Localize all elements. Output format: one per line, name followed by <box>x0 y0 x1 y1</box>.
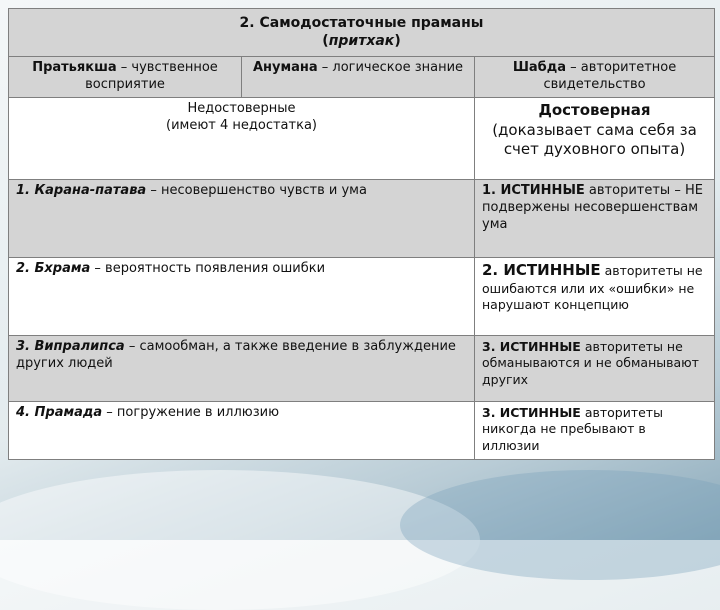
defect-desc: – вероятность появления ошибки <box>90 261 326 277</box>
table-row <box>9 180 715 258</box>
table-title <box>9 9 715 57</box>
defect-name: 1. Карана-патава <box>16 183 147 199</box>
unreliable-cell <box>9 98 475 180</box>
defect-desc: – погружение в иллюзию <box>102 405 280 421</box>
title-subline <box>16 32 707 50</box>
title-line: 2. Самодостаточные праманы <box>239 15 484 31</box>
table-row <box>9 336 715 402</box>
pramana-types-row <box>9 57 715 98</box>
title-italic: притхак <box>328 33 395 50</box>
reliable-heading: Достоверная <box>538 101 651 120</box>
defect-desc: – самообман, а также введение в заблуждение других людей <box>16 339 456 372</box>
defect-cell <box>9 180 475 258</box>
pramana-name: Пратьякша <box>32 60 117 76</box>
pramana-cell-shabda <box>475 57 715 98</box>
pramana-cell-pratyaksha <box>9 57 242 98</box>
pramana-desc: – авторитетное свидетельство <box>543 60 677 93</box>
title-paren-close: ) <box>394 33 401 50</box>
defect-name: 3. Випралипса <box>16 339 125 355</box>
pramanas-table <box>8 8 715 460</box>
defect-cell <box>9 258 475 336</box>
defect-cell <box>9 402 475 460</box>
title-paren-open: ( <box>322 33 329 50</box>
defect-name: 4. Прамада <box>16 405 103 421</box>
defect-cell <box>9 336 475 402</box>
quality-bold: 3. ИСТИННЫЕ <box>482 405 581 421</box>
defect-name: 2. Бхрама <box>16 261 91 277</box>
defect-desc: – несовершенство чувств и ума <box>146 183 367 199</box>
unreliable-heading: Недостоверные <box>187 101 296 117</box>
pramana-cell-anumana <box>242 57 475 98</box>
pramana-desc: – логическое знание <box>317 60 464 76</box>
unreliable-note: (имеют 4 недостатка) <box>166 118 317 134</box>
quality-bold: 2. ИСТИННЫЕ <box>482 261 601 280</box>
pramana-name: Анумана <box>252 60 318 76</box>
reliable-cell <box>475 98 715 180</box>
quality-bold: 3. ИСТИННЫЕ <box>482 339 581 355</box>
quality-cell <box>475 336 715 402</box>
title-row <box>9 9 715 57</box>
quality-cell <box>475 180 715 258</box>
quality-cell <box>475 402 715 460</box>
table-row <box>9 402 715 460</box>
pramana-name: Шабда <box>512 60 566 76</box>
quality-text: авторитеты не обманываются и не обманывают других <box>482 339 699 387</box>
quality-bold: 1. ИСТИННЫЕ <box>482 183 585 199</box>
quality-cell <box>475 258 715 336</box>
quality-text: авторитеты не ошибаются или их «ошибки» не нарушают концепцию <box>482 263 703 312</box>
quality-text: авторитеты – НЕ подвержены несовершенствам ума <box>482 183 703 232</box>
table-row <box>9 258 715 336</box>
reliable-note: (доказывает сама себя за счет духовного опыта) <box>492 120 697 159</box>
quality-text: авторитеты никогда не пребывают в иллюзии <box>482 405 663 453</box>
reliability-row <box>9 98 715 180</box>
pramana-desc: – чувственное восприятие <box>85 60 218 93</box>
